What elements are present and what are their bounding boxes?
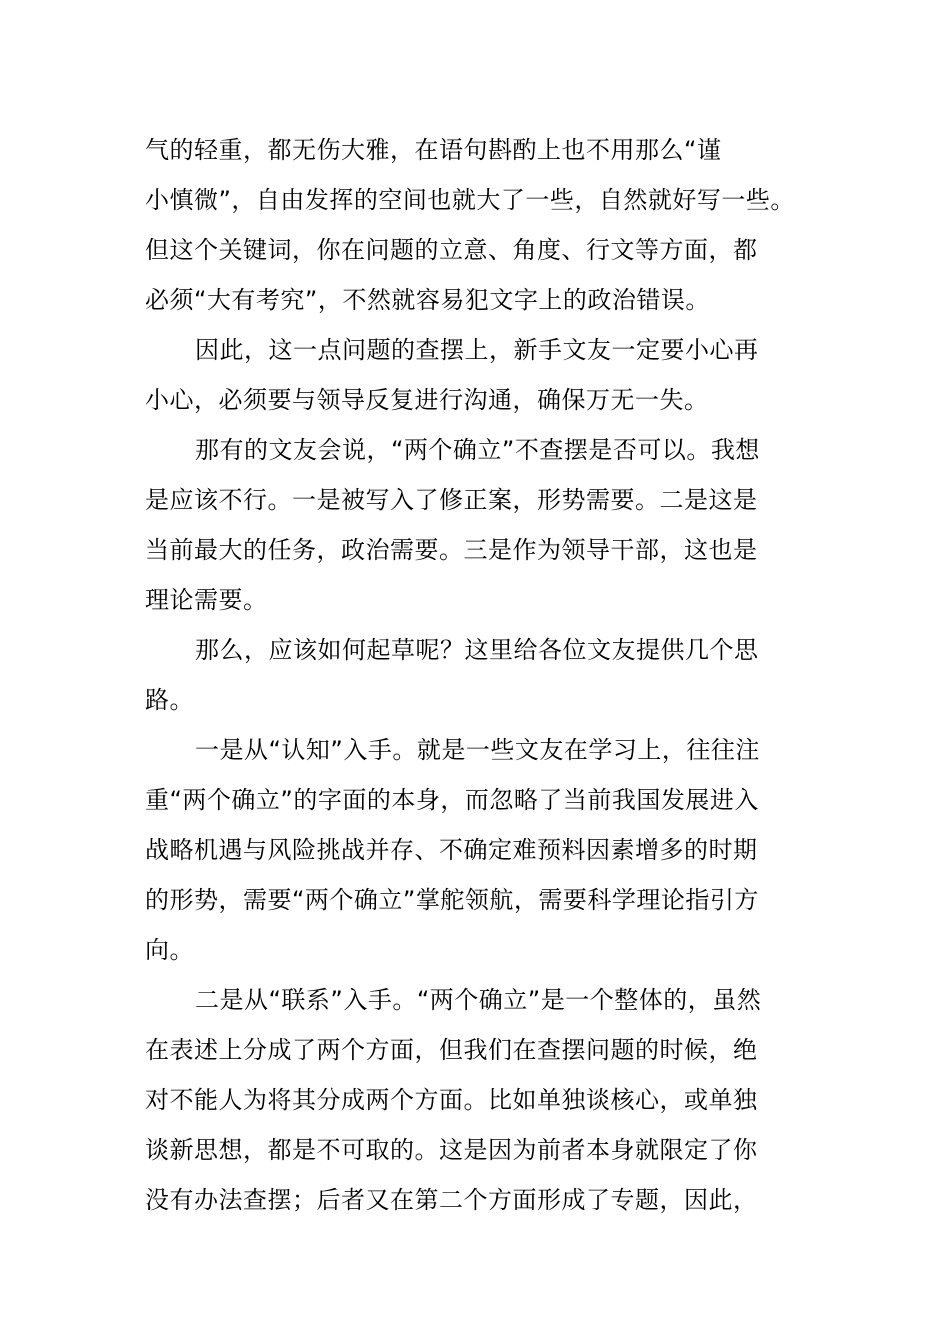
paragraph-first-line: 一是从“认知”入手。就是一些文友在学习上，往往注: [195, 736, 760, 764]
text-line: 在表述上分成了两个方面，但我们在查摆问题的时候，绝: [145, 1036, 758, 1064]
text-line: 对不能人为将其分成两个方面。比如单独谈核心，或单独: [145, 1086, 758, 1114]
text-line: 当前最大的任务，政治需要。三是作为领导干部，这也是: [145, 536, 758, 564]
text-line: 是应该不行。一是被写入了修正案，形势需要。二是这是: [145, 486, 758, 514]
paragraph-first-line: 二是从“联系”入手。“两个确立”是一个整体的，虽然: [195, 986, 762, 1014]
text-line: 向。: [145, 936, 194, 964]
paragraph-first-line: 因此，这一点问题的查摆上，新手文友一定要小心再: [195, 336, 759, 364]
text-line: 气的轻重，都无伤大雅，在语句斟酌上也不用那么“谨: [145, 136, 722, 164]
text-line: 必须“大有考究”，不然就容易犯文字上的政治错误。: [145, 286, 710, 314]
text-line: 理论需要。: [145, 586, 268, 614]
paragraph-first-line: 那么，应该如何起草呢？这里给各位文友提供几个思: [195, 636, 759, 664]
text-line: 的形势，需要“两个确立”掌舵领航，需要科学理论指引方: [145, 886, 759, 914]
text-line: 小心，必须要与领导反复进行沟通，确保万无一失。: [145, 386, 709, 414]
text-line: 战略机遇与风险挑战并存、不确定难预料因素增多的时期: [145, 836, 758, 864]
text-line: 但这个关键词，你在问题的立意、角度、行文等方面，都: [145, 236, 758, 264]
paragraph-first-line: 那有的文友会说，“两个确立”不查摆是否可以。我想: [195, 436, 760, 464]
text-line: 没有办法查摆；后者又在第二个方面形成了专题，因此，: [145, 1186, 758, 1214]
text-line: 小慎微”，自由发挥的空间也就大了一些，自然就好写一些。: [145, 186, 795, 214]
document-body: [145, 125, 810, 1225]
text-line: 重“两个确立”的字面的本身，而忽略了当前我国发展进入: [145, 786, 759, 814]
text-line: 路。: [145, 686, 194, 714]
text-line: 谈新思想，都是不可取的。这是因为前者本身就限定了你: [145, 1136, 758, 1164]
